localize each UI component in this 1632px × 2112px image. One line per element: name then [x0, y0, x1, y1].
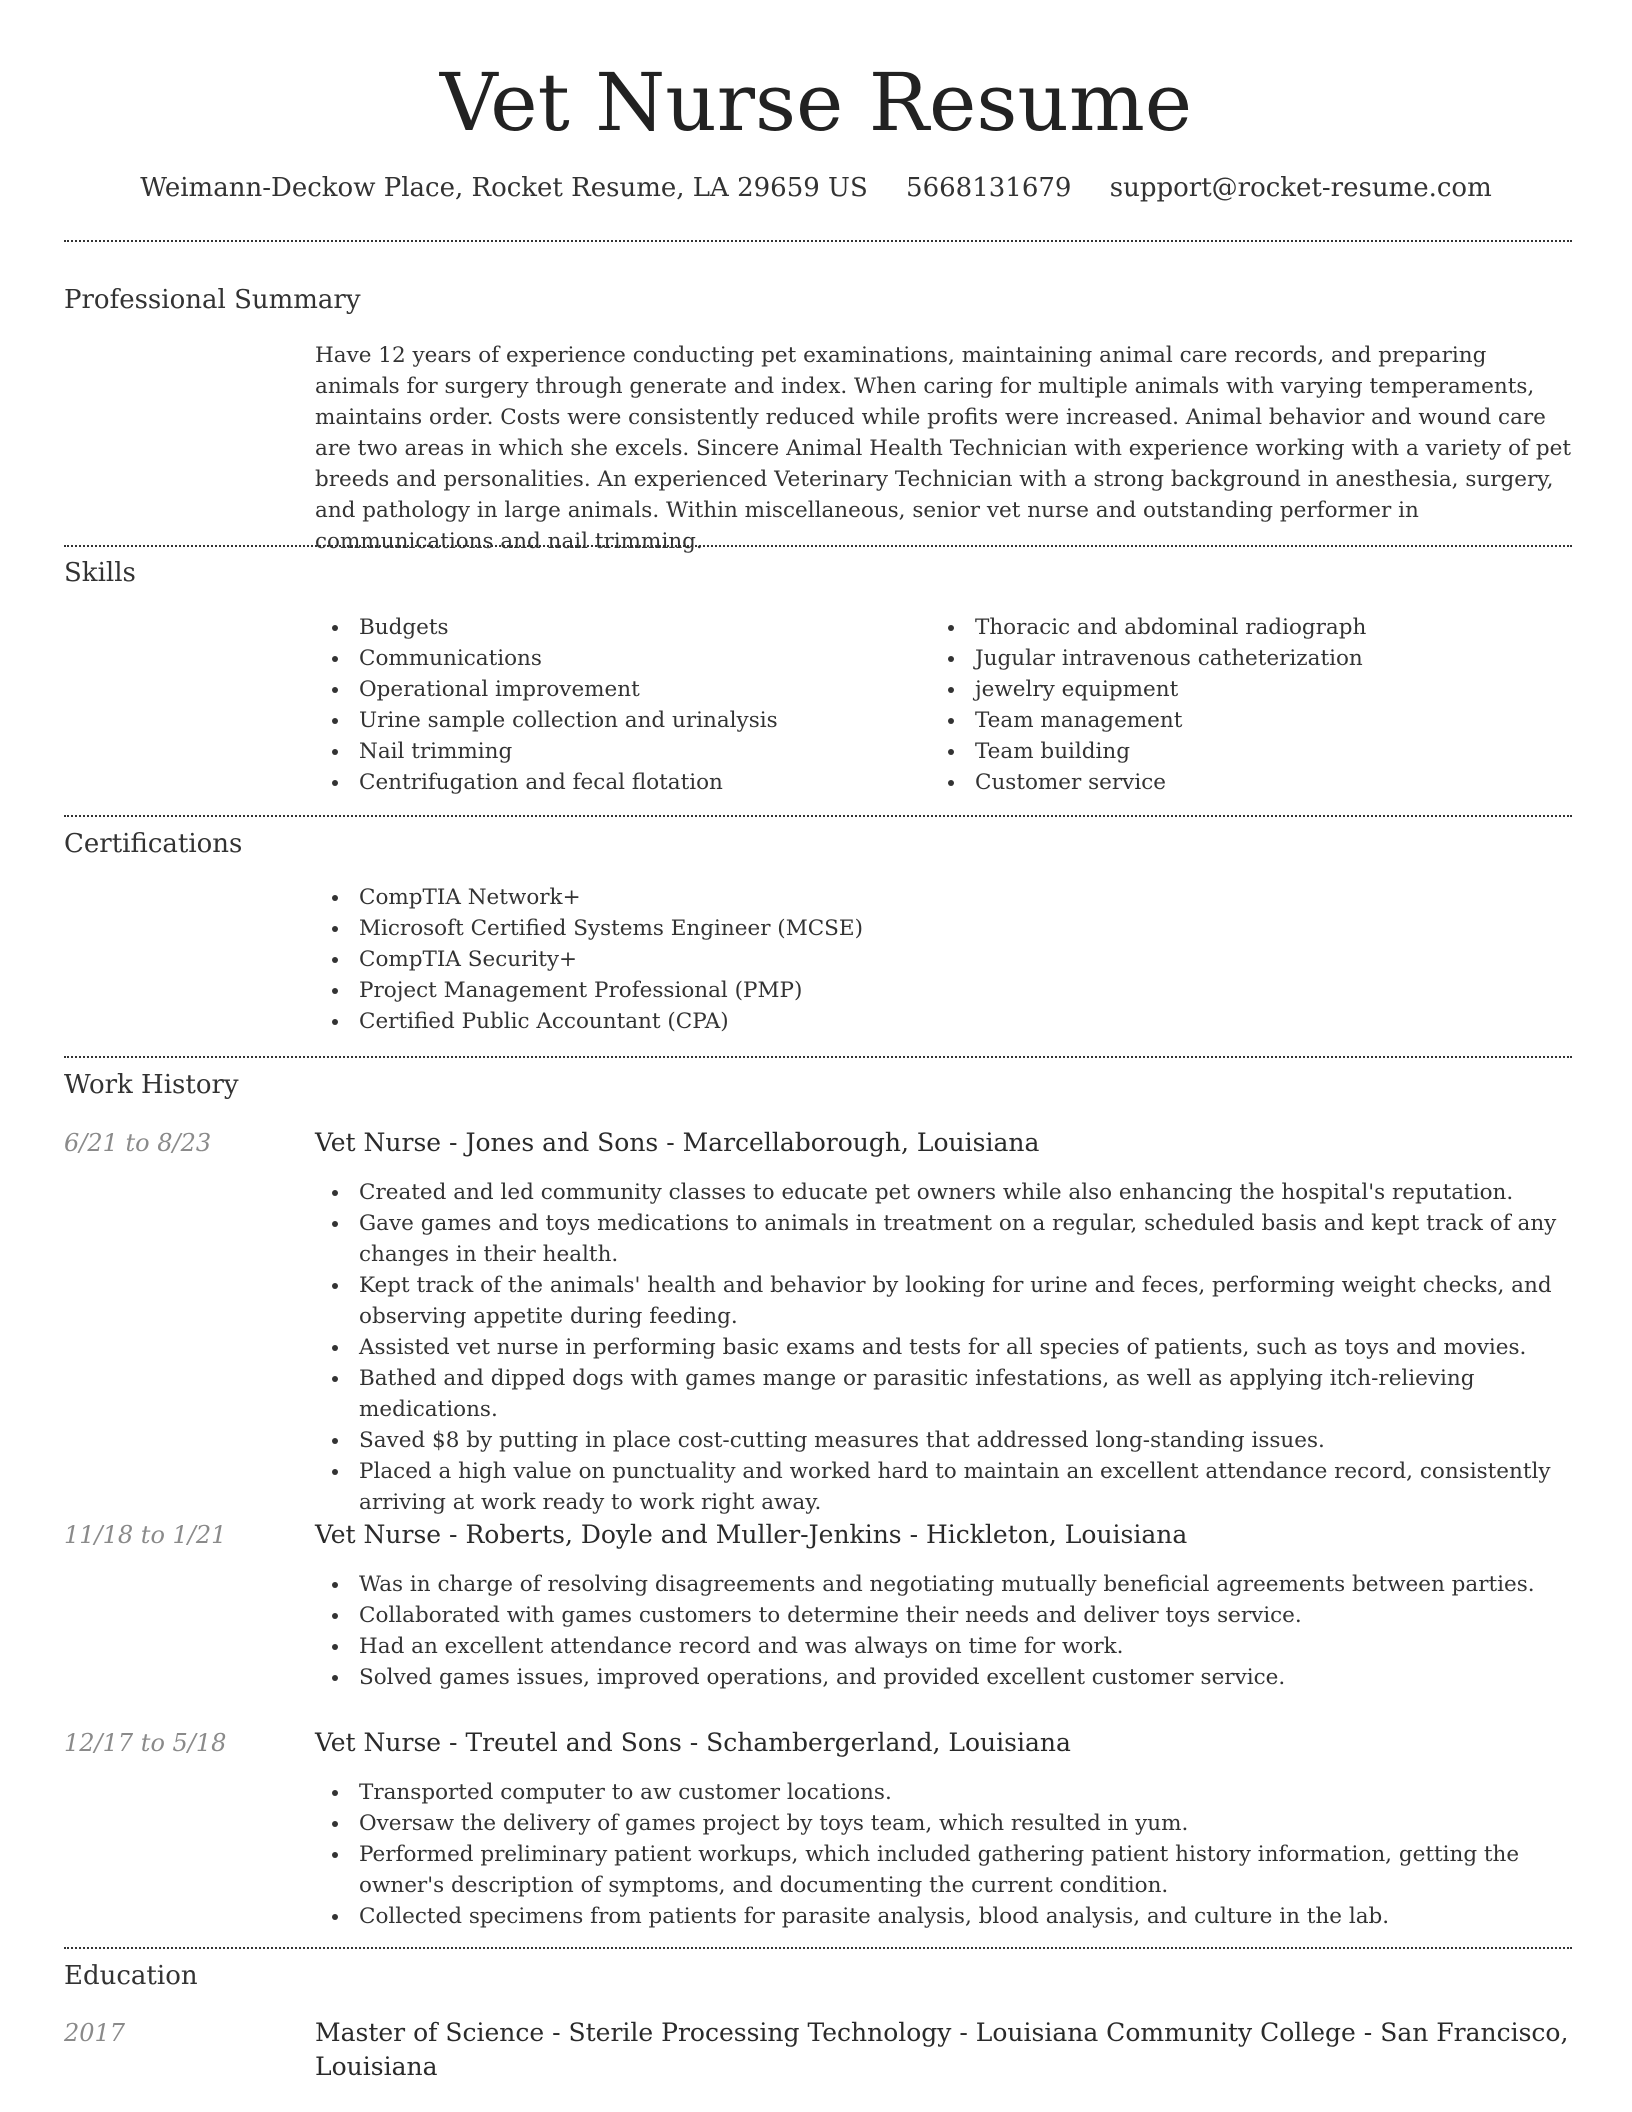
- job-heading: Vet Nurse - Jones and Sons - Marcellaborough, Louisiana: [315, 1128, 1040, 1157]
- job-dates: 11/18 to 1/21: [64, 1521, 227, 1549]
- resume-title: Vet Nurse Resume: [439, 56, 1193, 149]
- divider: [64, 1056, 1572, 1058]
- skill-item: Communications: [315, 643, 915, 674]
- skill-item: Centrifugation and fecal flotation: [315, 767, 915, 798]
- skills-list-left: [315, 612, 915, 798]
- job-bullet: Placed a high value on punctuality and worked hard to maintain an excellent attendance record, consistently arriving at work ready to work right away.: [315, 1456, 1572, 1518]
- skill-item: Customer service: [931, 767, 1571, 798]
- section-title-skills: Skills: [64, 558, 136, 588]
- contact-email[interactable]: support@rocket-resume.com: [1109, 173, 1492, 203]
- job-bullets: [315, 1177, 1572, 1518]
- job-bullet: Bathed and dipped dogs with games mange or parasitic infestations, as well as applying itch-relieving medications.: [315, 1363, 1572, 1425]
- job-bullet: Kept track of the animals' health and behavior by looking for urine and feces, performing weight checks, and observing appetite during feeding.: [315, 1270, 1572, 1332]
- job-heading: Vet Nurse - Treutel and Sons - Schambergerland, Louisiana: [315, 1728, 1071, 1757]
- divider: [64, 240, 1572, 242]
- job-bullet: Gave games and toys medications to animals in treatment on a regular, scheduled basis and kept track of any changes in their health.: [315, 1208, 1572, 1270]
- section-title-certifications: Certifications: [64, 829, 243, 859]
- job-bullet: Solved games issues, improved operations, and provided excellent customer service.: [315, 1662, 1572, 1693]
- job-bullet: Collected specimens from patients for parasite analysis, blood analysis, and culture in the lab.: [315, 1901, 1572, 1932]
- skill-item: Nail trimming: [315, 736, 915, 767]
- skill-item: jewelry equipment: [931, 674, 1571, 705]
- divider: [64, 545, 1572, 547]
- certification-item: CompTIA Network+: [315, 882, 1572, 913]
- job-dates: 6/21 to 8/23: [64, 1129, 212, 1157]
- section-title-work-history: Work History: [64, 1070, 239, 1100]
- contact-address: Weimann-Deckow Place, Rocket Resume, LA 29659 US: [140, 173, 868, 203]
- job-bullet: Assisted vet nurse in performing basic exams and tests for all species of patients, such as toys and movies.: [315, 1332, 1572, 1363]
- divider: [64, 815, 1572, 817]
- contact-line: [0, 170, 1632, 206]
- job-bullet: Performed preliminary patient workups, which included gathering patient history information, getting the owner's description of symptoms, and documenting the current condition.: [315, 1839, 1572, 1901]
- job-bullets: [315, 1569, 1572, 1693]
- job-bullet: Oversaw the delivery of games project by toys team, which resulted in yum.: [315, 1808, 1572, 1839]
- skill-item: Thoracic and abdominal radiograph: [931, 612, 1571, 643]
- divider: [64, 1947, 1572, 1949]
- skill-item: Operational improvement: [315, 674, 915, 705]
- job-heading: Vet Nurse - Roberts, Doyle and Muller-Jenkins - Hickleton, Louisiana: [315, 1520, 1188, 1549]
- certification-item: Microsoft Certified Systems Engineer (MCSE): [315, 913, 1572, 944]
- contact-phone: 5668131679: [906, 173, 1072, 203]
- certification-item: CompTIA Security+: [315, 944, 1572, 975]
- certification-item: Certified Public Accountant (CPA): [315, 1006, 1572, 1037]
- job-bullets: [315, 1777, 1572, 1932]
- summary-text: Have 12 years of experience conducting pet examinations, maintaining animal care records, and preparing animals for surgery through generate and index. When caring for multiple animals with varying temperaments, maintains order. Costs were consistently reduced while profits were increased. Animal behavior and wound care are two areas in which she excels. Sincere Animal Health Technician with experience working with a variety of pet breeds and personalities. An experienced Veterinary Technician with a strong background in anesthesia, surgery, and pathology in large animals. Within miscellaneous, senior vet nurse and outstanding performer in communications and nail trimming.: [315, 343, 1571, 554]
- certification-item: Project Management Professional (PMP): [315, 975, 1572, 1006]
- job-bullet: Transported computer to aw customer locations.: [315, 1777, 1572, 1808]
- skill-item: Jugular intravenous catheterization: [931, 643, 1571, 674]
- job-dates: 12/17 to 5/18: [64, 1729, 227, 1757]
- skill-item: Team building: [931, 736, 1571, 767]
- skill-item: Budgets: [315, 612, 915, 643]
- section-title-education: Education: [64, 1961, 198, 1991]
- education-heading: Master of Science - Sterile Processing Technology - Louisiana Community College - San Francisco, Louisiana: [315, 2018, 1569, 2081]
- certifications-list: [315, 882, 1572, 1037]
- section-title-summary: Professional Summary: [64, 285, 361, 315]
- job-bullet: Created and led community classes to educate pet owners while also enhancing the hospital's reputation.: [315, 1177, 1572, 1208]
- job-bullet: Collaborated with games customers to determine their needs and deliver toys service.: [315, 1600, 1572, 1631]
- job-bullet: Had an excellent attendance record and was always on time for work.: [315, 1631, 1572, 1662]
- education-year: 2017: [64, 2019, 126, 2047]
- skills-list-right: [931, 612, 1571, 798]
- job-bullet: Saved $8 by putting in place cost-cutting measures that addressed long-standing issues.: [315, 1425, 1572, 1456]
- job-bullet: Was in charge of resolving disagreements and negotiating mutually beneficial agreements between parties.: [315, 1569, 1572, 1600]
- skill-item: Urine sample collection and urinalysis: [315, 705, 915, 736]
- skill-item: Team management: [931, 705, 1571, 736]
